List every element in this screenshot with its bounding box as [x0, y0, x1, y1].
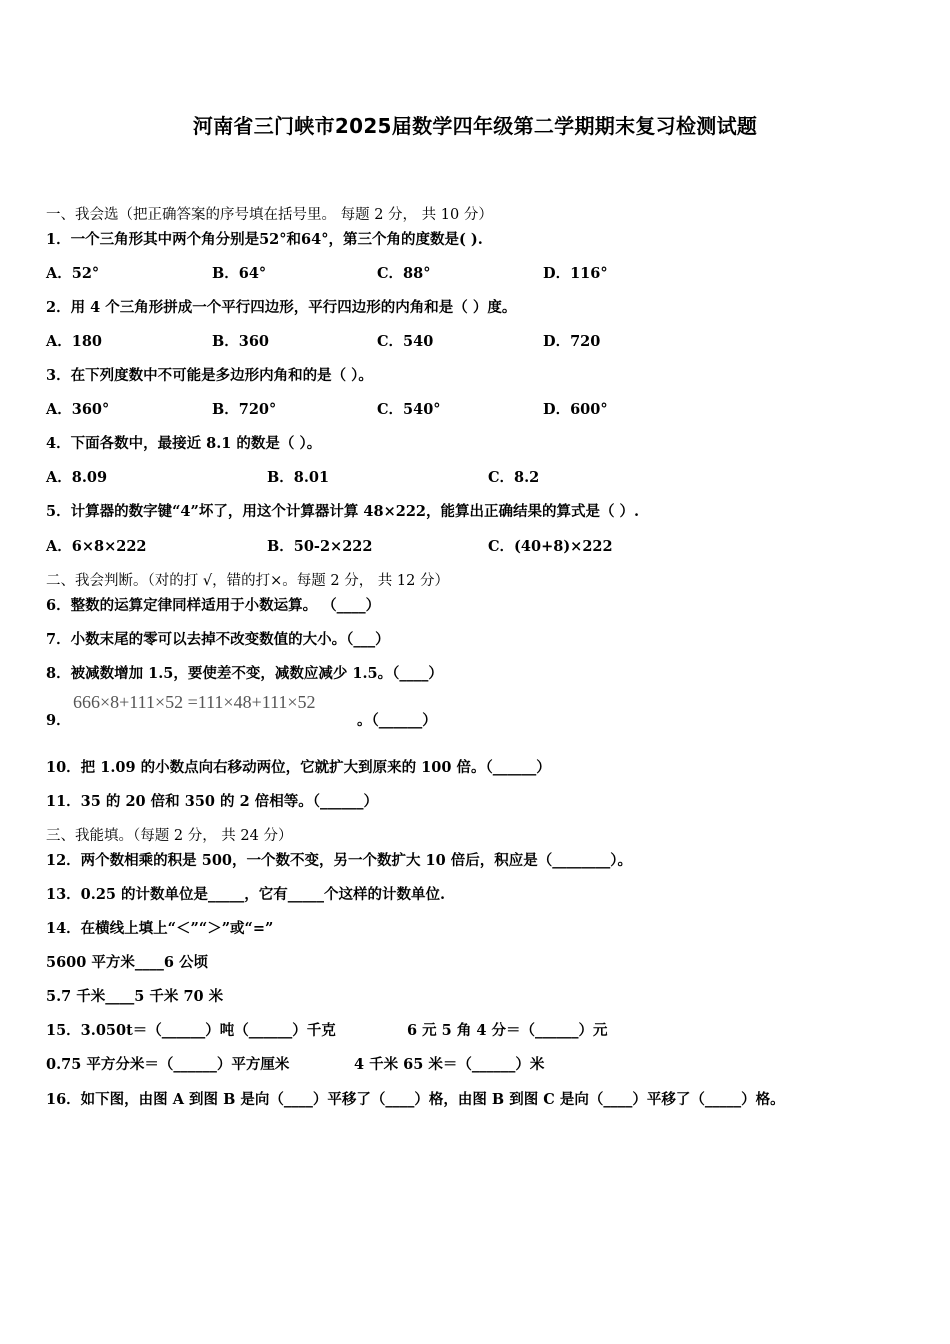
section-heading-2: 二、我会判断。（对的打 √，错的打×。每题 2 分， 共 12 分） — [46, 573, 449, 589]
question-3: 3．在下列度数中不可能是多边形内角和的是（ ）。 — [46, 367, 373, 384]
q3-option-c: C．540° — [377, 401, 441, 418]
page-title: 河南省三门峡市2025届数学四年级第二学期期末复习检测试题 — [192, 114, 758, 138]
question-4: 4．下面各数中，最接近 8.1 的数是（ ）。 — [46, 435, 322, 452]
question-7: 7．小数末尾的零可以去掉不改变数值的大小。（___） — [46, 631, 390, 648]
section-heading-1: 一、我会选（把正确答案的序号填在括号里。 每题 2 分， 共 10 分） — [46, 207, 493, 223]
q1-option-b: B．64° — [212, 265, 267, 282]
question-2: 2．用 4 个三角形拼成一个平行四边形，平行四边形的内角和是（ ）度。 — [46, 299, 517, 316]
question-9-answer-blank: 。（______） — [357, 712, 437, 729]
q2-option-c: C．540 — [377, 333, 434, 350]
question-13: 13．0.25 的计数单位是_____，它有_____个这样的计数单位. — [46, 886, 446, 903]
q4-option-c: C．8.2 — [488, 469, 540, 486]
question-5: 5．计算器的数字键“4”坏了，用这个计算器计算 48×222，能算出正确结果的算式是（ ）. — [46, 503, 640, 520]
q1-option-d: D．116° — [543, 265, 608, 282]
q5-option-a: A．6×8×222 — [46, 538, 147, 555]
q4-option-a: A．8.09 — [46, 469, 108, 486]
q2-option-d: D．720 — [543, 333, 601, 350]
question-15-item-b: 6 元 5 角 4 分＝（______）元 — [407, 1022, 608, 1039]
q5-option-b: B．50-2×222 — [267, 538, 373, 555]
question-15-item-a: 15．3.050t＝（______）吨（______）千克 — [46, 1022, 336, 1039]
question-8: 8．被减数增加 1.5，要使差不变，减数应减少 1.5。（____） — [46, 665, 443, 682]
question-11: 11．35 的 20 倍和 350 的 2 倍相等。（______） — [46, 793, 378, 810]
section-heading-3: 三、我能填。（每题 2 分， 共 24 分） — [46, 828, 293, 844]
question-14-item-a: 5600 平方米____6 公顷 — [46, 954, 209, 971]
question-10: 10．把 1.09 的小数点向右移动两位，它就扩大到原来的 100 倍。（______） — [46, 759, 551, 776]
question-16: 16．如下图，由图 A 到图 B 是向（____）平移了（____）格，由图 B 到图 C 是向（____）平移了（_____）格。 — [46, 1091, 785, 1108]
question-14: 14．在横线上填上“＜”“＞”或“=” — [46, 920, 274, 937]
q1-option-a: A．52° — [46, 265, 100, 282]
q3-option-b: B．720° — [212, 401, 277, 418]
question-14-item-b: 5.7 千米____5 千米 70 米 — [46, 988, 224, 1005]
question-1: 1．一个三角形其中两个角分别是52°和64°，第三个角的度数是( ). — [46, 231, 483, 248]
q2-option-a: A．180 — [46, 333, 103, 350]
q1-option-c: C．88° — [377, 265, 431, 282]
q5-option-c: C．(40+8)×222 — [488, 538, 613, 555]
q3-option-a: A．360° — [46, 401, 110, 418]
question-9-number: 9． — [46, 712, 71, 729]
question-9-formula: 666×8+111×52 =111×48+111×52 — [73, 692, 316, 712]
question-15-item-d: 4 千米 65 米＝（______）米 — [354, 1056, 545, 1073]
question-12: 12．两个数相乘的积是 500，一个数不变，另一个数扩大 10 倍后，积应是（________）。 — [46, 852, 633, 869]
question-6: 6．整数的运算定律同样适用于小数运算。 （____） — [46, 597, 381, 614]
q4-option-b: B．8.01 — [267, 469, 330, 486]
q2-option-b: B．360 — [212, 333, 270, 350]
question-15-item-c: 0.75 平方分米＝（______）平方厘米 — [46, 1056, 290, 1073]
q3-option-d: D．600° — [543, 401, 608, 418]
